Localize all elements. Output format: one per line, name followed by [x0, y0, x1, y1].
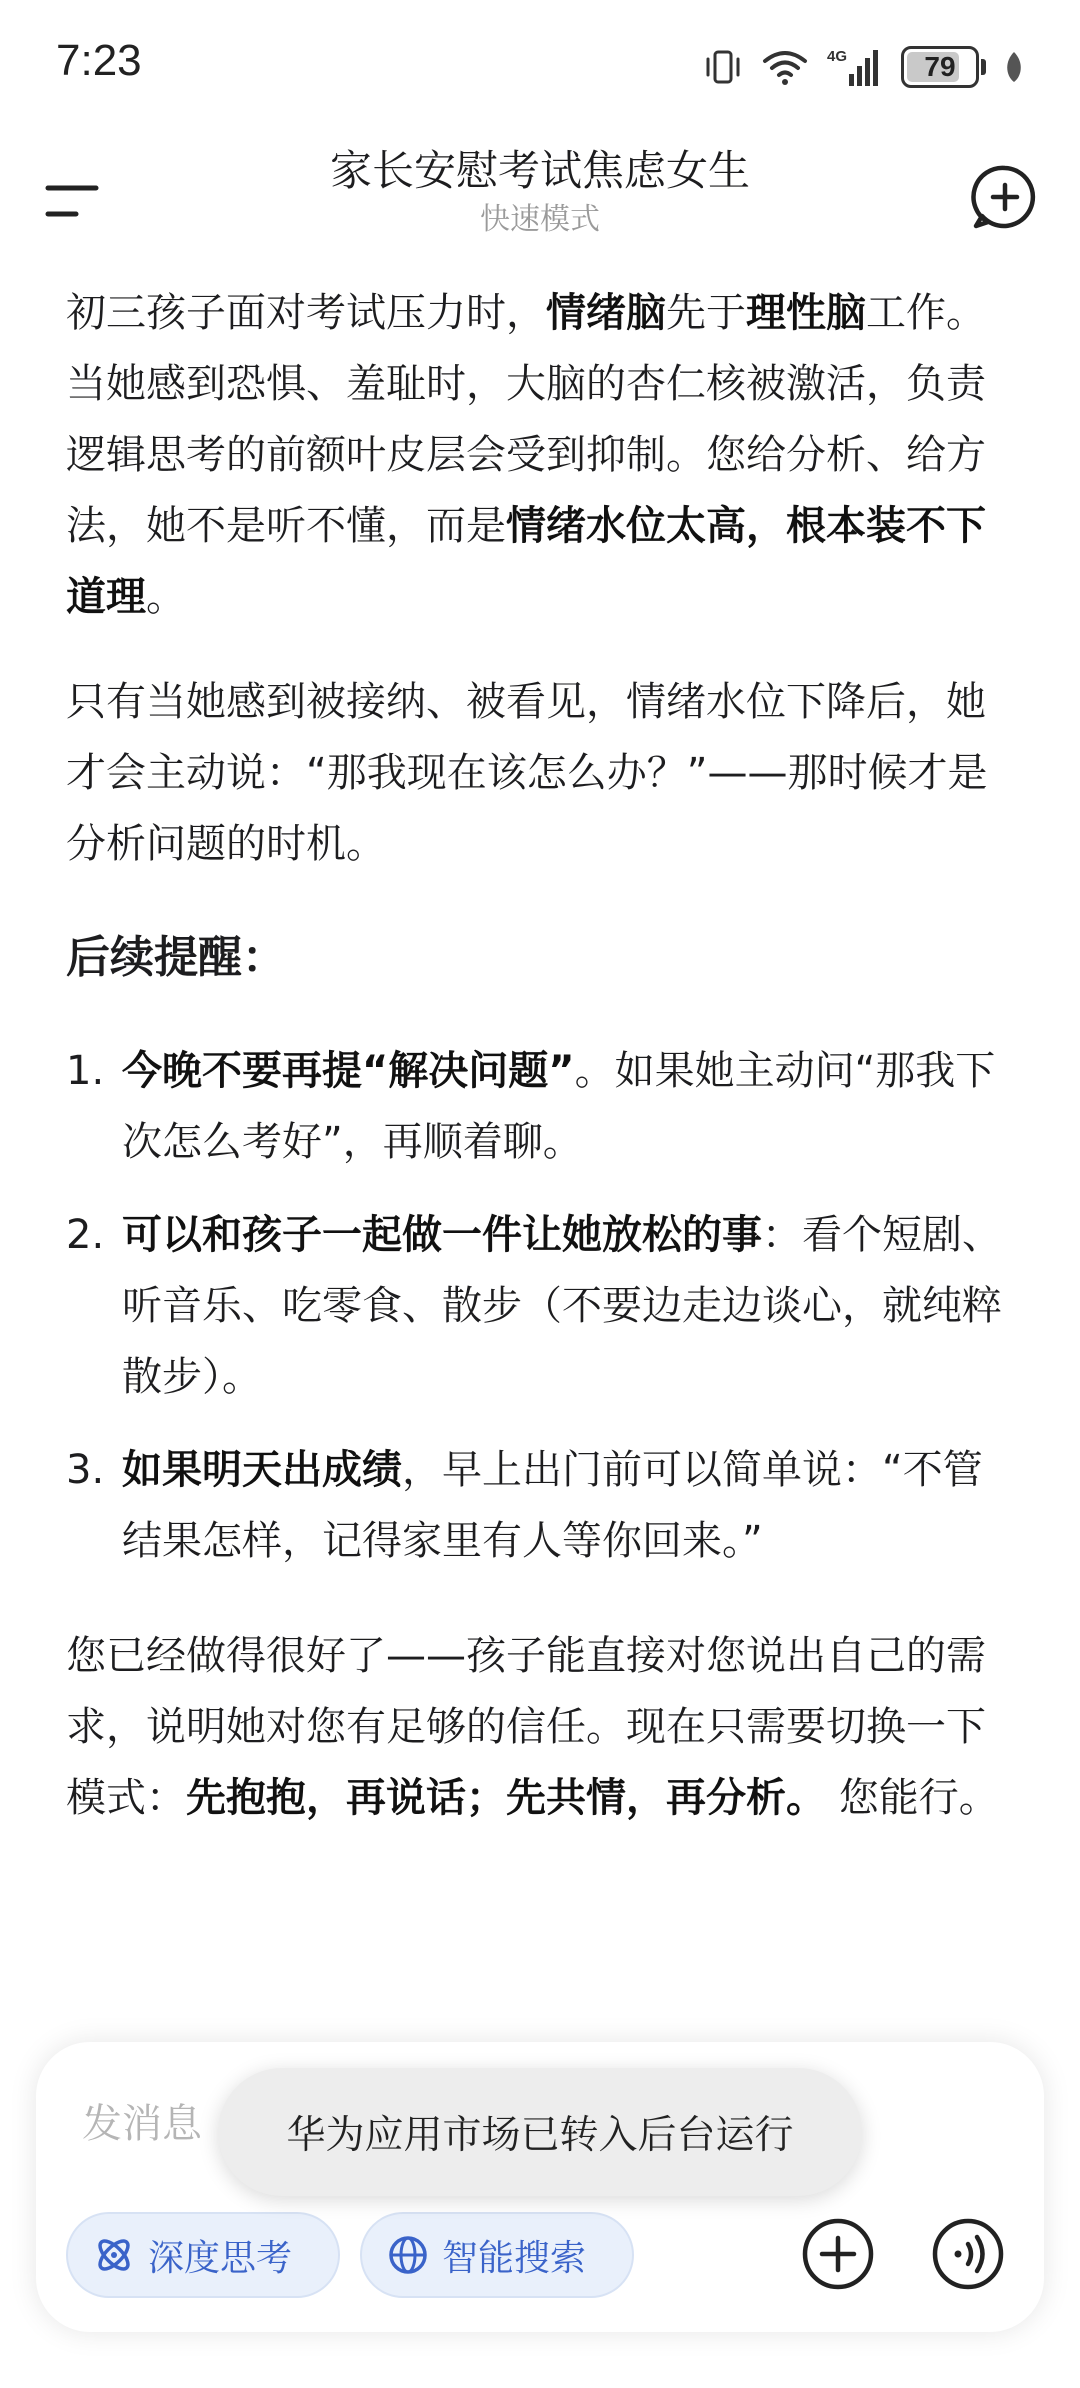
- text-span: 。: [146, 574, 186, 620]
- battery-level: 79: [924, 51, 956, 82]
- message-input[interactable]: 发消息: [82, 2101, 202, 2147]
- list-number: 2.: [66, 1212, 105, 1258]
- title-area[interactable]: [200, 142, 880, 240]
- text-span: 您能行。: [826, 1775, 999, 1821]
- text-span: 工作。当她感到恐惧、羞耻时，大脑的杏仁核被激活，负责逻辑思考的前额叶皮层会受到抑制。您给分析、给方法，她不是听不懂，而是: [66, 290, 986, 549]
- list-number: 3.: [66, 1447, 105, 1493]
- status-bar: [0, 0, 1080, 130]
- deep-think-label: 深度思考: [148, 2237, 293, 2279]
- bold-span: 情绪水位太高，根本装不下道理: [66, 503, 986, 620]
- gesture-area: [0, 2344, 1080, 2388]
- bold-span: 今晚不要再提“解决问题”: [122, 1048, 575, 1094]
- bold-span: 情绪脑: [546, 290, 666, 336]
- list-item: [66, 1036, 1016, 1178]
- signal-icon: [827, 46, 883, 88]
- message-paragraph-2: 只有当她感到被接纳、被看见，情绪水位下降后，她才会主动说：“那我现在该怎么办？”——那时候才是分析问题的时机。: [66, 679, 988, 867]
- network-type-label: 4G: [827, 48, 848, 65]
- list-body: [122, 1036, 1016, 1178]
- voice-call-button[interactable]: [928, 2214, 1008, 2294]
- plus-circle-icon: [798, 2214, 878, 2294]
- toast-notification: 华为应用市场已转入后台运行: [218, 2068, 862, 2196]
- list-number: 1.: [66, 1048, 105, 1094]
- vibrate-icon: [703, 47, 743, 87]
- wifi-icon: [761, 47, 809, 87]
- voice-wave-icon: [928, 2214, 1008, 2294]
- new-chat-button[interactable]: [968, 160, 1042, 234]
- chat-title: 家长安慰考试焦虑女生: [329, 146, 750, 195]
- new-chat-icon: [968, 160, 1042, 234]
- chat-header: [0, 130, 1080, 260]
- message-paragraph-1: [66, 278, 1016, 633]
- text-span: ，早上出门前可以简单说：“不管结果怎样，记得家里有人等你回来。”: [122, 1447, 983, 1564]
- list-item: [66, 1435, 1016, 1577]
- battery-icon: [901, 46, 986, 88]
- leaf-icon: [1004, 50, 1024, 84]
- list-body: [122, 1435, 1016, 1577]
- bold-span: 理性脑: [746, 290, 866, 336]
- list-body: [122, 1200, 1016, 1413]
- text-span: 您已经做得很好了——孩子能直接对您说出自己的需求，说明她对您有足够的信任。现在只需要切换一下模式：: [66, 1633, 986, 1821]
- add-attachment-button[interactable]: [798, 2214, 878, 2294]
- mode-subtitle: 快速模式: [480, 202, 600, 237]
- bold-span: 如果明天出成绩: [122, 1447, 402, 1493]
- menu-icon: [40, 172, 104, 228]
- text-span: 初三孩子面对考试压力时，: [66, 290, 546, 336]
- atom-icon: [92, 2233, 136, 2277]
- bold-span: 先抱抱，再说话；先共情，再分析。: [186, 1775, 826, 1821]
- bold-span: 可以和孩子一起做一件让她放松的事: [122, 1212, 762, 1258]
- smart-search-label: 智能搜索: [442, 2237, 587, 2279]
- text-span: ：看个短剧、听音乐、吃零食、散步（不要边走边谈心，就纯粹散步）。: [122, 1212, 1002, 1400]
- status-time: 7:23: [56, 36, 142, 85]
- list-item: [66, 1200, 1016, 1413]
- status-icons: [703, 44, 1024, 90]
- text-span: 。如果她主动问“那我下次怎么考好”，再顺着聊。: [122, 1048, 996, 1165]
- section-heading: 后续提醒：: [66, 932, 286, 983]
- text-span: 先于: [666, 290, 746, 336]
- smart-search-button[interactable]: [360, 2212, 634, 2298]
- assistant-message: [66, 278, 1016, 1868]
- deep-think-button[interactable]: [66, 2212, 340, 2298]
- message-paragraph-3: [66, 1621, 1016, 1834]
- menu-button[interactable]: [40, 172, 104, 228]
- globe-icon: [386, 2233, 430, 2277]
